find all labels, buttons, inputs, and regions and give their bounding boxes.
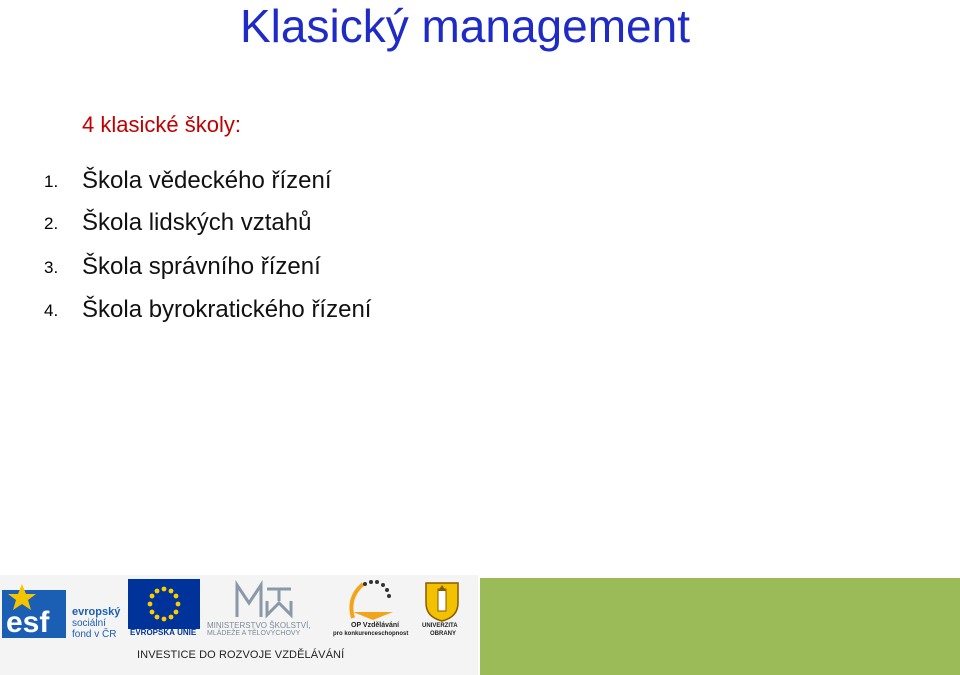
op-text-line1: OP Vzdělávání (351, 622, 400, 629)
eu-flag-icon (128, 579, 200, 629)
list-item-number: 4. (44, 301, 59, 320)
svg-text:esf: esf (6, 606, 50, 639)
esf-logo (2, 580, 124, 642)
esf-text-line2: sociální (72, 618, 106, 629)
msmt-logo (205, 579, 330, 639)
slide-subtitle: 4 klasické školy: (82, 112, 241, 137)
uo-text-line2: OBRANY (430, 631, 457, 637)
slide-title: Klasický management (240, 0, 690, 52)
msmt-text-line2: MLÁDEŽE A TĚLOVÝCHOVY (207, 630, 301, 637)
list-item-number: 1. (44, 172, 59, 191)
eu-label: EVROPSKÁ UNIE (130, 628, 197, 637)
univerzita-obrany-logo (420, 579, 464, 639)
list-item-text: Škola byrokratického řízení (82, 296, 372, 323)
decorative-green-block (480, 578, 960, 675)
list-item-text: Škola správního řízení (82, 253, 321, 280)
list-item-text: Škola vědeckého řízení (82, 167, 332, 194)
logo-strip-caption: INVESTICE DO ROZVOJE VZDĚLÁVÁNÍ (137, 649, 345, 661)
esf-text-line1: evropský (72, 606, 121, 618)
op-text-line2: pro konkurenceschopnost (333, 631, 409, 637)
list-item-number: 2. (44, 214, 59, 233)
list-item-number: 3. (44, 258, 59, 277)
op-vzdelavani-logo (333, 578, 413, 640)
list-item-text: Škola lidských vztahů (82, 209, 312, 236)
msmt-text-line1: MINISTERSTVO ŠKOLSTVÍ, (207, 621, 311, 630)
uo-text-line1: UNIVERZITA (422, 623, 458, 629)
esf-text-line3: fond v ČR (72, 629, 117, 640)
